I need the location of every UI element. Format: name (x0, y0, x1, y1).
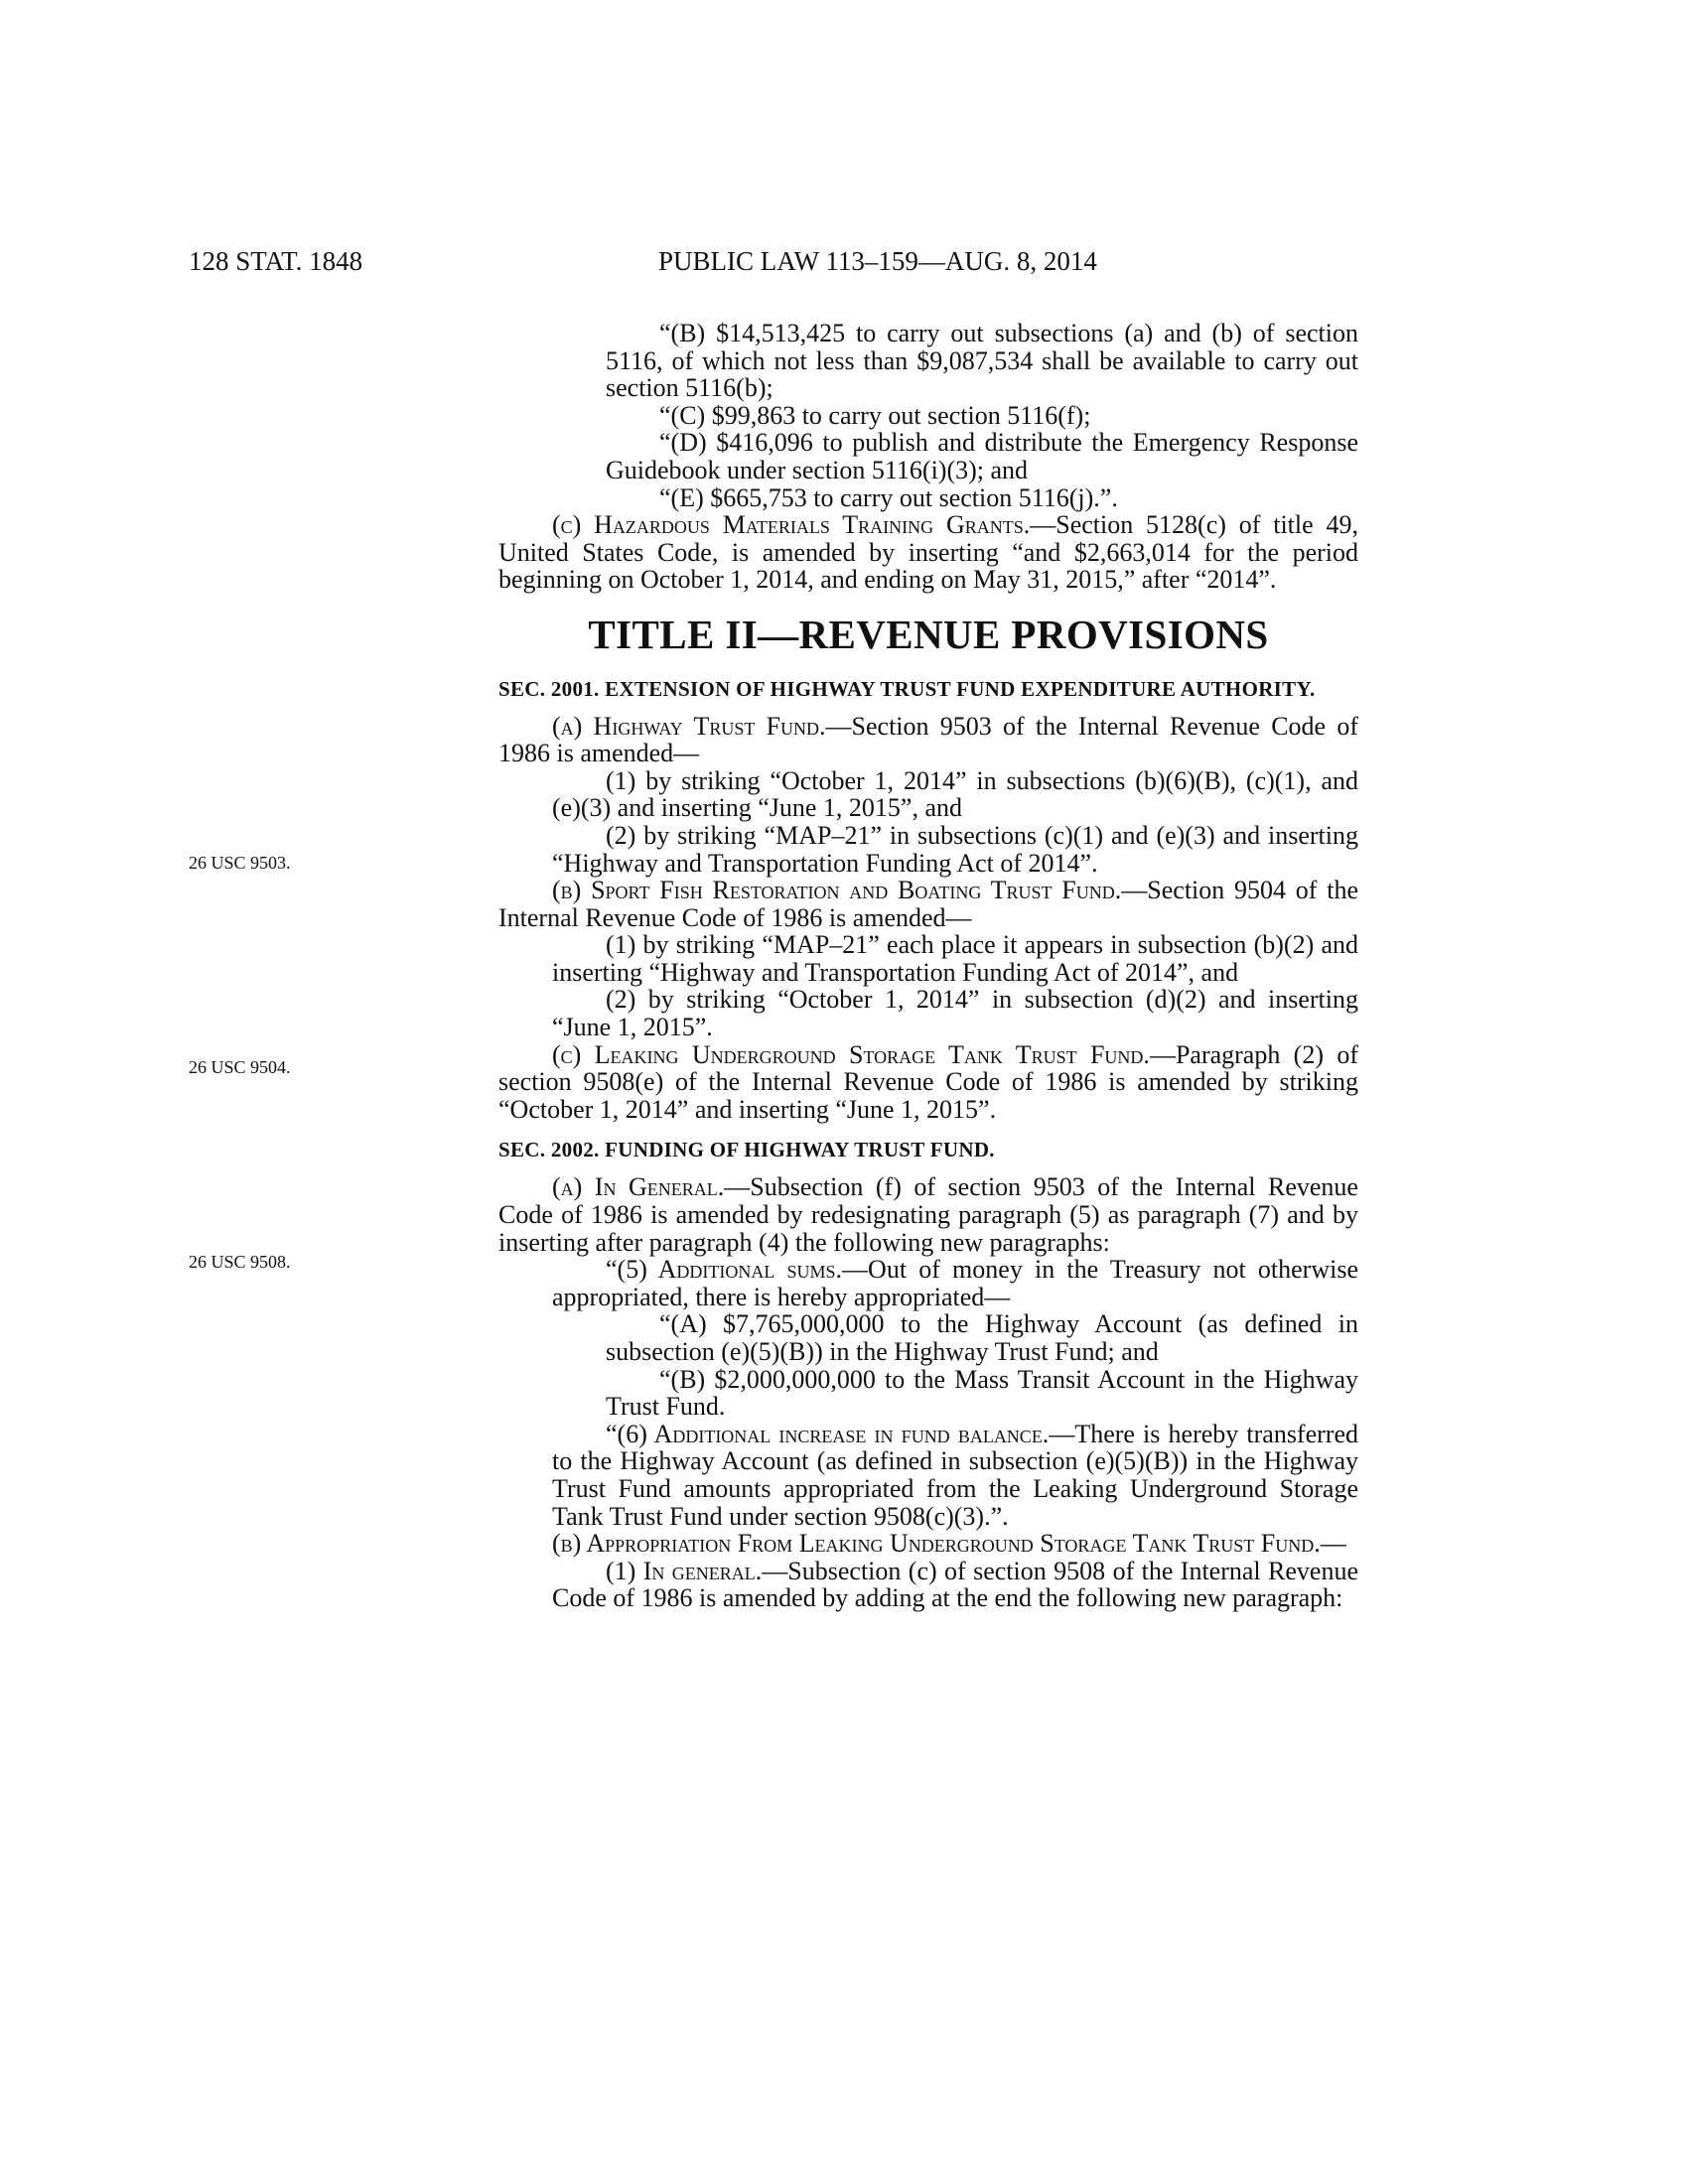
sec2001-subsection-c (498, 1041, 1358, 1124)
sec2002-p6-text: —There is hereby transferred to the Highway Account (as defined in subsection (e)(5)(B)) in the Highway Trust Fund amounts appropriated from the Leaking Underground Storage Tank Trust Fund under section 9508(c)(3).”. (552, 1419, 1358, 1531)
sec2001-a-label: (a) Highway Trust Fund. (552, 711, 826, 741)
title-heading: TITLE II—REVENUE PROVISIONS (588, 611, 1269, 657)
sec2001-b-text: —Section 9504 of the Internal Revenue Code of 1986 is amended— (498, 876, 1358, 932)
paragraph-e-amount: “(E) $665,753 to carry out section 5116(j).”. (659, 482, 1118, 512)
public-law-title: PUBLIC LAW 113–159—AUG. 8, 2014 (658, 246, 1097, 276)
sec2001-c-text: —Paragraph (2) of section 9508(e) of the Internal Revenue Code of 1986 is amended by striking “October 1, 2014” and inserting “June 1, 2015”. (498, 1039, 1358, 1124)
sec2002-b1-text: —Subsection (c) of section 9508 of the Internal Revenue Code of 1986 is amended by adding at the end the following new paragraph: (552, 1556, 1358, 1613)
paragraph-c-amount: “(C) $99,863 to carry out section 5116(f); (659, 400, 1091, 430)
section-2001-heading: SEC. 2001. EXTENSION OF HIGHWAY TRUST FUND EXPENDITURE AUTHORITY. (498, 676, 1316, 701)
sec2002-p6-label: “(6) Additional increase in fund balance. (606, 1419, 1050, 1448)
sec2002-paragraph-5 (498, 1256, 1358, 1310)
sec2002-paragraph-5-B: “(B) $2,000,000,000 to the Mass Transit Account in the Highway Trust Fund. (606, 1364, 1358, 1422)
sec2001-subsection-a (498, 713, 1358, 767)
sec2002-subsection-b (498, 1530, 1358, 1558)
paragraph-d-amount: “(D) $416,096 to publish and distribute the Emergency Response Guidebook under section 5116(i)(3); and (606, 428, 1358, 484)
sec2001-a-paragraph-1: (1) by striking “October 1, 2014” in subsections (b)(6)(B), (c)(1), and (e)(3) and inserting “June 1, 2015”, and (552, 765, 1358, 823)
sec2002-b-paragraph-1 (498, 1558, 1358, 1612)
hazardous-materials-grants-paragraph (498, 511, 1358, 594)
sec2002-a-text: —Subsection (f) of section 9503 of the Internal Revenue Code of 1986 is amended by redesignating paragraph (5) as paragraph (7) and by inserting after paragraph (4) the following new paragraphs: (498, 1172, 1358, 1257)
sec2002-paragraph-6 (498, 1421, 1358, 1530)
sec2002-paragraph-5-A: “(A) $7,765,000,000 to the Highway Account (as defined in subsection (e)(5)(B)) in the Highway Trust Fund; and (606, 1309, 1358, 1366)
stat-citation: 128 STAT. 1848 (189, 246, 363, 276)
sec2001-b-paragraph-2: (2) by striking “October 1, 2014” in subsection (d)(2) and inserting “June 1, 2015”. (552, 985, 1358, 1042)
sec2002-b-label: (b) Appropriation From Leaking Underground Storage Tank Trust Fund. (552, 1529, 1321, 1559)
margin-note-usc-9504: 26 USC 9504. (189, 1057, 291, 1077)
sec2001-a-text: —Section 9503 of the Internal Revenue Code of 1986 is amended— (498, 711, 1358, 768)
paragraph-b-amount: “(B) $14,513,425 to carry out subsections (a) and (b) of section 5116, of which not less than $9,087,534 shall be available to carry out section 5116(b); (606, 319, 1358, 403)
margin-note-usc-9508: 26 USC 9508. (189, 1252, 291, 1272)
section-2002-heading: SEC. 2002. FUNDING OF HIGHWAY TRUST FUND. (498, 1138, 995, 1162)
hazardous-materials-grants-label: (c) Hazardous Materials Training Grants. (552, 510, 1031, 540)
sec2002-b1-label: (1) In general. (606, 1556, 763, 1585)
sec2001-b-paragraph-1: (1) by striking “MAP–21” each place it appears in subsection (b)(2) and inserting “Highway and Transportation Funding Act of 2014”, and (552, 930, 1358, 987)
sec2001-a-paragraph-2: (2) by striking “MAP–21” in subsections (c)(1) and (e)(3) and inserting “Highway and Transportation Funding Act of 2014”. (552, 820, 1358, 878)
document-body (498, 320, 1358, 1612)
hazardous-materials-grants-text: —Section 5128(c) of title 49, United States Code, is amended by inserting “and $2,663,014 for the period beginning on October 1, 2014, and ending on May 31, 2015,” after “2014”. (498, 510, 1358, 595)
sec2001-subsection-b (498, 877, 1358, 931)
sec2002-a-label: (a) In General. (552, 1172, 725, 1202)
sec2001-b-label: (b) Sport Fish Restoration and Boating Trust Fund. (552, 876, 1122, 905)
margin-note-usc-9503: 26 USC 9503. (189, 853, 291, 873)
sec2002-p5-label: “(5) Additional sums. (606, 1255, 843, 1285)
sec2002-b-text: — (1320, 1529, 1346, 1559)
sec2001-c-label: (c) Leaking Underground Storage Tank Trust Fund. (552, 1039, 1150, 1069)
page-header (0, 246, 1688, 286)
sec2002-p5-text: —Out of money in the Treasury not otherwise appropriated, there is hereby appropriated— (552, 1255, 1358, 1311)
sec2002-subsection-a (498, 1173, 1358, 1256)
